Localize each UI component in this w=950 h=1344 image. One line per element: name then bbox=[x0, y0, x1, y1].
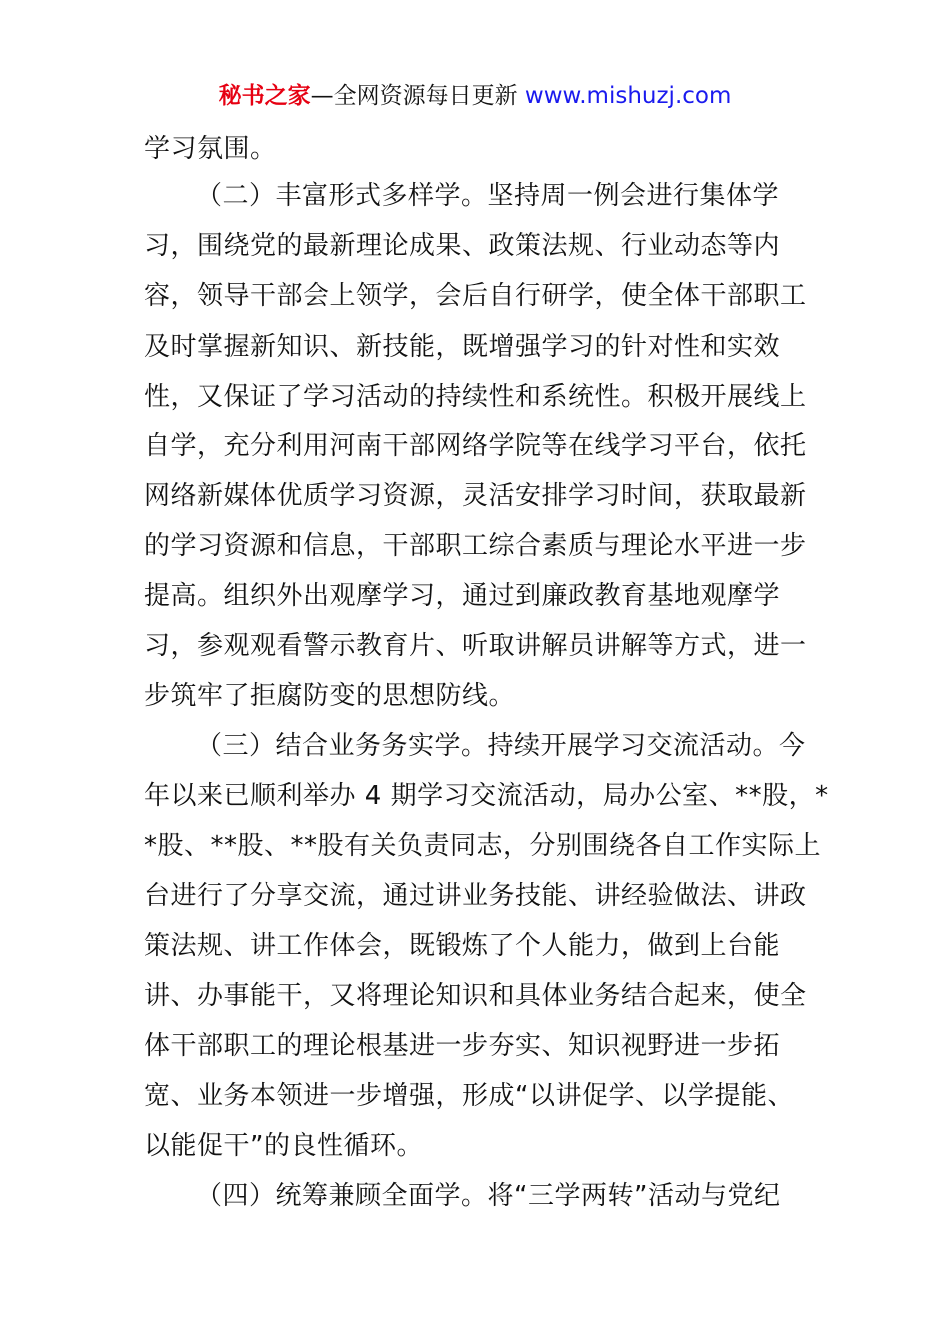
paragraph-heading-2: （二）丰富形式多样学。坚持周一例会进行集体学 bbox=[196, 181, 780, 211]
text-line: 以能促干”的良性循环。 bbox=[144, 1131, 423, 1161]
text-line: 宽、业务本领进一步增强，形成“以讲促学、以学提能、 bbox=[144, 1081, 794, 1111]
brand-name: 秘书之家 bbox=[218, 83, 311, 109]
text-line: 容，领导干部会上领学，会后自行研学，使全体干部职工 bbox=[144, 281, 807, 311]
paragraph-heading-3: （三）结合业务务实学。持续开展学习交流活动。今 bbox=[196, 731, 806, 761]
site-url[interactable]: www.mishuzj.com bbox=[524, 83, 732, 109]
text-line: 提高。组织外出观摩学习，通过到廉政教育基地观摩学 bbox=[144, 581, 781, 611]
text-line: 策法规、讲工作体会，既锻炼了个人能力，做到上台能 bbox=[144, 931, 781, 961]
text-line: 的学习资源和信息，干部职工综合素质与理论水平进一步 bbox=[144, 531, 807, 561]
text-line: 习，围绕党的最新理论成果、政策法规、行业动态等内 bbox=[144, 231, 781, 261]
text-line: 体干部职工的理论根基进一步夯实、知识视野进一步拓 bbox=[144, 1031, 781, 1061]
header-tagline: —全网资源每日更新 bbox=[310, 83, 525, 109]
text-line: 习，参观观看警示教育片、听取讲解员讲解等方式，进一 bbox=[144, 631, 807, 661]
text-line: 步筑牢了拒腐防变的思想防线。 bbox=[144, 681, 516, 711]
text-line: 台进行了分享交流，通过讲业务技能、讲经验做法、讲政 bbox=[144, 881, 807, 911]
paragraph-heading-4: （四）统筹兼顾全面学。将“三学两转”活动与党纪 bbox=[196, 1181, 781, 1211]
text-line: 性，又保证了学习活动的持续性和系统性。积极开展线上 bbox=[144, 382, 807, 412]
text-line: 学习氛围。 bbox=[144, 134, 277, 164]
text-line: 网络新媒体优质学习资源，灵活安排学习时间，获取最新 bbox=[144, 481, 807, 511]
site-header bbox=[0, 80, 950, 112]
text-line: *股、**股、**股有关负责同志，分别围绕各自工作实际上 bbox=[144, 831, 822, 861]
text-line: 年以来已顺利举办 4 期学习交流活动，局办公室、**股，* bbox=[144, 781, 829, 811]
text-line: 讲、办事能干，又将理论知识和具体业务结合起来，使全 bbox=[144, 981, 807, 1011]
text-line: 及时掌握新知识、新技能，既增强学习的针对性和实效 bbox=[144, 332, 781, 362]
text-line: 自学，充分利用河南干部网络学院等在线学习平台，依托 bbox=[144, 431, 807, 461]
